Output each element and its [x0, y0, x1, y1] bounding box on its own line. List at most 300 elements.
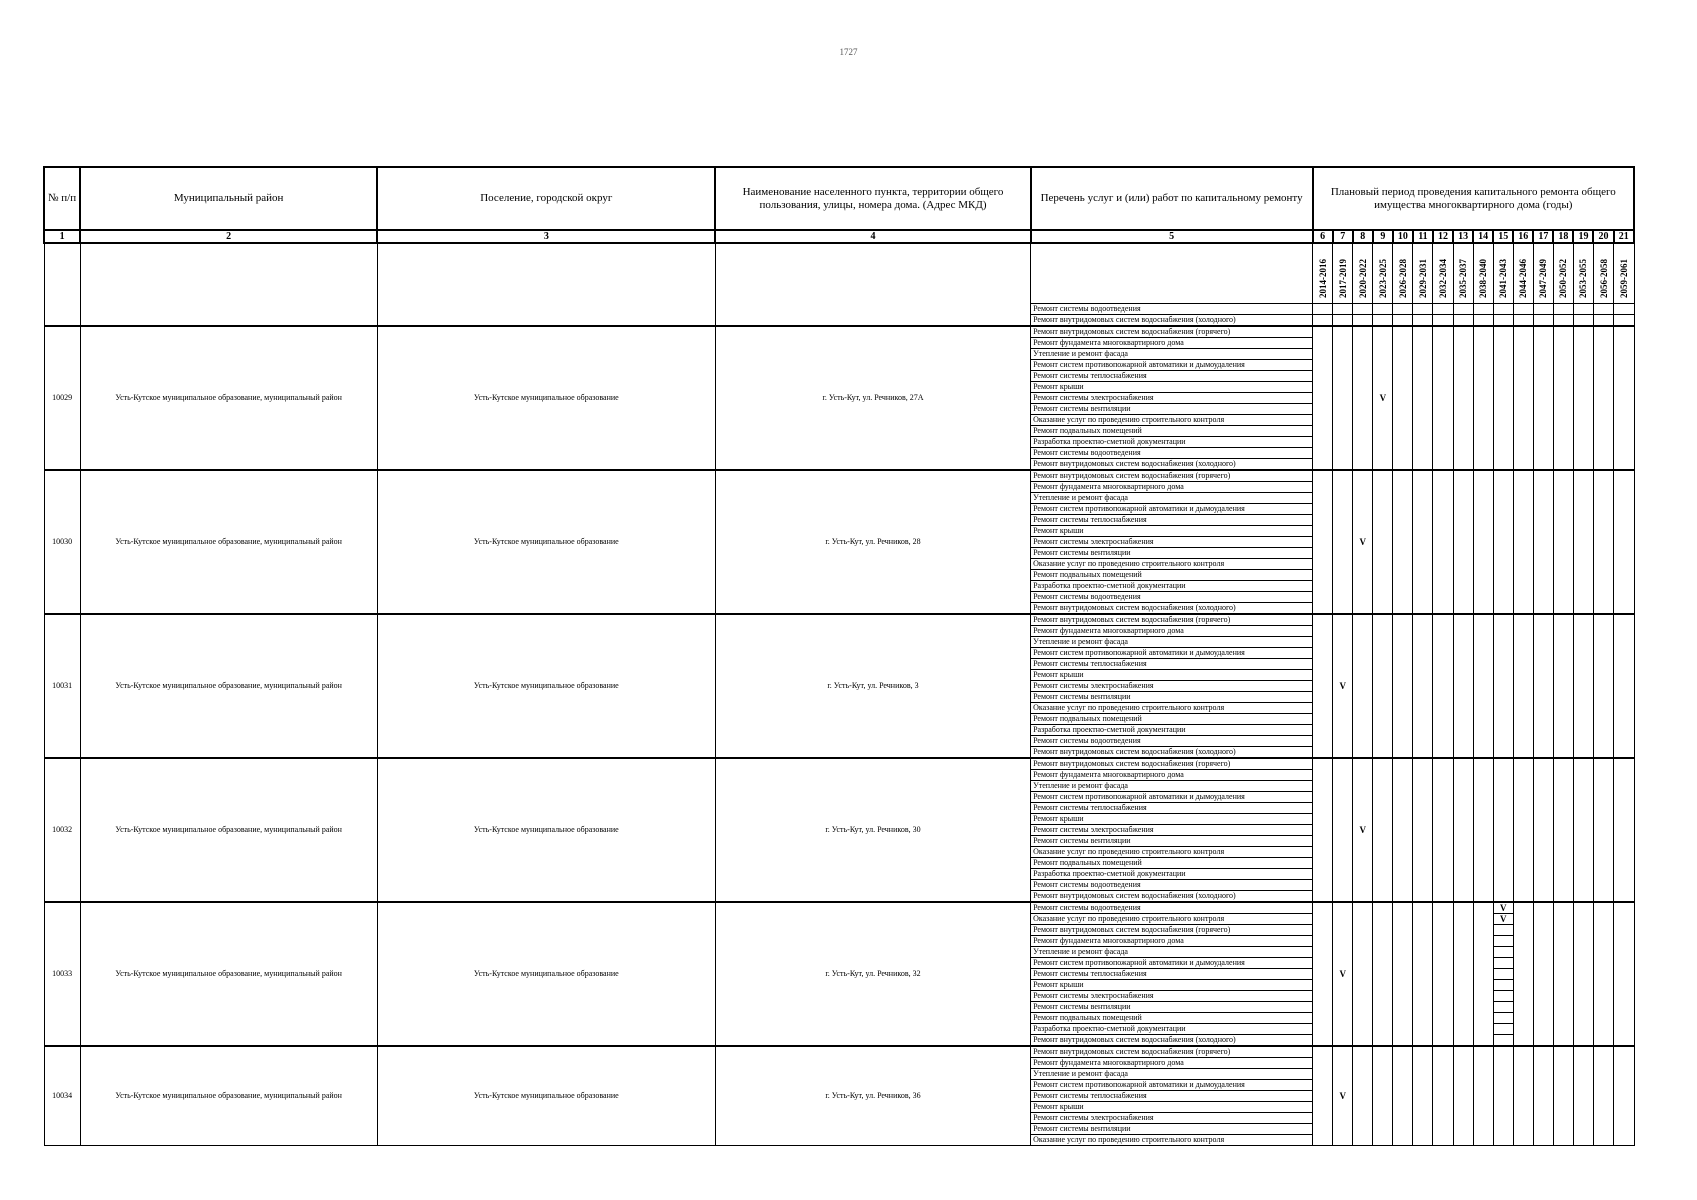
- record-settlement: Усть-Кутское муниципальное образование: [377, 1046, 715, 1146]
- work-row: [44, 326, 1634, 338]
- work-item: Ремонт системы электроснабжения: [1031, 393, 1313, 404]
- period-cell: [1493, 925, 1513, 936]
- column-number: 4: [715, 230, 1030, 243]
- period-cell: [1373, 1046, 1393, 1146]
- column-number: 14: [1473, 230, 1493, 243]
- period-cell: [1533, 1046, 1553, 1146]
- work-row: [44, 902, 1634, 914]
- period-cell: V: [1353, 758, 1373, 902]
- record-number: 10033: [44, 902, 80, 1046]
- period-cell: [1433, 326, 1453, 470]
- record-number: 10030: [44, 470, 80, 614]
- header-works: Перечень услуг и (или) работ по капитальному ремонту: [1031, 167, 1313, 230]
- column-number: 3: [377, 230, 715, 243]
- period-cell: [1493, 1024, 1513, 1035]
- period-label: [1614, 243, 1634, 304]
- period-cell: [1453, 304, 1473, 315]
- period-label: [1553, 243, 1573, 304]
- period-cell: [1353, 902, 1373, 1046]
- period-cell: [1393, 1046, 1413, 1146]
- work-item: Ремонт крыши: [1031, 526, 1313, 537]
- period-label-text: 2029-2031: [1417, 259, 1428, 298]
- period-cell: [1593, 758, 1613, 902]
- period-label-text: 2038-2040: [1478, 259, 1489, 298]
- period-cell: [1453, 1046, 1473, 1146]
- period-cell: [1573, 326, 1593, 470]
- capital-repair-register-table: [43, 166, 1635, 1146]
- period-label-text: 2044-2046: [1518, 259, 1529, 298]
- period-cell: [1393, 470, 1413, 614]
- work-item: Ремонт крыши: [1031, 1102, 1313, 1113]
- period-label: [1453, 243, 1473, 304]
- work-item: Оказание услуг по проведению строительного контроля: [1031, 703, 1313, 714]
- period-cell: [1493, 1046, 1513, 1146]
- period-cell: [1313, 758, 1333, 902]
- period-cell: [1553, 1046, 1573, 1146]
- period-cell: [1313, 470, 1333, 614]
- period-cell: [1493, 936, 1513, 947]
- work-item: Ремонт системы водоотведения: [1031, 902, 1313, 914]
- period-cell: [1453, 470, 1473, 614]
- column-number: 13: [1453, 230, 1473, 243]
- period-cell: [1313, 315, 1333, 327]
- column-number: 19: [1573, 230, 1593, 243]
- period-label-text: 2017-2019: [1337, 259, 1348, 298]
- record-district: Усть-Кутское муниципальное образование, муниципальный район: [80, 758, 377, 902]
- period-cell: [1573, 902, 1593, 1046]
- column-number: 8: [1353, 230, 1373, 243]
- work-item: Ремонт систем противопожарной автоматики и дымоудаления: [1031, 958, 1313, 969]
- period-cell: [1614, 326, 1634, 470]
- column-number: 16: [1513, 230, 1533, 243]
- period-label-text: 2041-2043: [1498, 259, 1509, 298]
- work-item: Ремонт внутридомовых систем водоснабжения (холодного): [1031, 315, 1313, 327]
- record-settlement: Усть-Кутское муниципальное образование: [377, 902, 715, 1046]
- work-item: Ремонт систем противопожарной автоматики и дымоудаления: [1031, 1080, 1313, 1091]
- period-cell: [1513, 614, 1533, 758]
- work-item: Ремонт системы теплоснабжения: [1031, 969, 1313, 980]
- work-item: Утепление и ремонт фасада: [1031, 637, 1313, 648]
- period-cell: [1493, 1035, 1513, 1047]
- period-cell: [1493, 958, 1513, 969]
- work-item: Ремонт внутридомовых систем водоснабжения (холодного): [1031, 1035, 1313, 1047]
- period-cell: [1614, 315, 1634, 327]
- period-cell: [1373, 315, 1393, 327]
- period-cell: [1533, 470, 1553, 614]
- work-item: Ремонт системы теплоснабжения: [1031, 659, 1313, 670]
- work-item: Ремонт внутридомовых систем водоснабжения (горячего): [1031, 1046, 1313, 1058]
- column-number: 9: [1373, 230, 1393, 243]
- column-number: 15: [1493, 230, 1513, 243]
- column-number-row: [44, 230, 1634, 243]
- record-district: Усть-Кутское муниципальное образование, муниципальный район: [80, 902, 377, 1046]
- period-cell: [1614, 758, 1634, 902]
- period-label: [1493, 243, 1513, 304]
- period-cell: [1513, 1046, 1533, 1146]
- period-cell: [1593, 326, 1613, 470]
- period-cell: [1473, 1046, 1493, 1146]
- period-cell: [1413, 614, 1433, 758]
- record-district: Усть-Кутское муниципальное образование, муниципальный район: [80, 614, 377, 758]
- period-cell: [1433, 1046, 1453, 1146]
- header-planned-period: Плановый период проведения капитального ремонта общего имущества многоквартирного дома (годы): [1313, 167, 1634, 230]
- work-item: Ремонт системы водоотведения: [1031, 736, 1313, 747]
- work-item: Ремонт крыши: [1031, 670, 1313, 681]
- period-cell: [1614, 614, 1634, 758]
- period-cell: [1313, 614, 1333, 758]
- period-label: [1513, 243, 1533, 304]
- period-cell: [1453, 902, 1473, 1046]
- work-item: Ремонт внутридомовых систем водоснабжения (горячего): [1031, 470, 1313, 482]
- period-label-text: 2020-2022: [1357, 259, 1368, 298]
- work-row: [44, 614, 1634, 626]
- work-item: Утепление и ремонт фасада: [1031, 1069, 1313, 1080]
- period-cell: [1413, 1046, 1433, 1146]
- period-label-text: 2023-2025: [1377, 259, 1388, 298]
- work-item: Ремонт системы вентиляции: [1031, 1124, 1313, 1135]
- record-number: 10031: [44, 614, 80, 758]
- work-item: Оказание услуг по проведению строительного контроля: [1031, 847, 1313, 858]
- period-cell: [1373, 470, 1393, 614]
- period-cell: [1333, 758, 1353, 902]
- work-item: Ремонт подвальных помещений: [1031, 570, 1313, 581]
- work-item: Утепление и ремонт фасада: [1031, 493, 1313, 504]
- period-cell: [1473, 326, 1493, 470]
- period-cell: [1473, 470, 1493, 614]
- period-cell: [1433, 470, 1453, 614]
- period-cell: [1614, 470, 1634, 614]
- period-cell: [1473, 614, 1493, 758]
- period-cell: [1313, 1046, 1333, 1146]
- record-address: г. Усть-Кут, ул. Речников, 28: [715, 470, 1030, 614]
- period-cell: [1553, 326, 1573, 470]
- period-cell: [1553, 758, 1573, 902]
- work-item: Ремонт системы вентиляции: [1031, 1002, 1313, 1013]
- work-item: Ремонт системы электроснабжения: [1031, 825, 1313, 836]
- work-item: Ремонт систем противопожарной автоматики и дымоудаления: [1031, 792, 1313, 803]
- work-item: Ремонт крыши: [1031, 814, 1313, 825]
- work-item: Ремонт системы водоотведения: [1031, 880, 1313, 891]
- period-cell: [1313, 304, 1333, 315]
- period-cell: [1433, 304, 1453, 315]
- work-item: Ремонт крыши: [1031, 382, 1313, 393]
- period-cell: [1313, 326, 1333, 470]
- period-cell: V: [1333, 902, 1353, 1046]
- period-cell: V: [1333, 1046, 1353, 1146]
- record-settlement: Усть-Кутское муниципальное образование: [377, 758, 715, 902]
- period-cell: [1553, 304, 1573, 315]
- work-item: Ремонт систем противопожарной автоматики и дымоудаления: [1031, 504, 1313, 515]
- period-cell: [1493, 1002, 1513, 1013]
- period-cell: [1333, 315, 1353, 327]
- period-cell: [1573, 1046, 1593, 1146]
- period-cell: [1473, 304, 1493, 315]
- work-item: Ремонт подвальных помещений: [1031, 426, 1313, 437]
- period-cell: [1533, 326, 1553, 470]
- work-item: Утепление и ремонт фасада: [1031, 947, 1313, 958]
- period-cell: [1493, 980, 1513, 991]
- period-cell: [1373, 304, 1393, 315]
- period-cell: [1553, 315, 1573, 327]
- period-cell: [1513, 758, 1533, 902]
- work-item: Ремонт системы теплоснабжения: [1031, 515, 1313, 526]
- period-cell: [1593, 1046, 1613, 1146]
- period-cell: [1533, 315, 1553, 327]
- record-address: г. Усть-Кут, ул. Речников, 30: [715, 758, 1030, 902]
- period-cell: [1553, 614, 1573, 758]
- period-label: [1573, 243, 1593, 304]
- period-cell: [1413, 470, 1433, 614]
- period-cell: [1614, 304, 1634, 315]
- period-cell: [1353, 1046, 1373, 1146]
- column-number: 11: [1413, 230, 1433, 243]
- record-district: Усть-Кутское муниципальное образование, муниципальный район: [80, 326, 377, 470]
- record-number: 10032: [44, 758, 80, 902]
- period-cell: [1453, 326, 1473, 470]
- work-item: Ремонт системы вентиляции: [1031, 836, 1313, 847]
- work-item: Ремонт системы электроснабжения: [1031, 681, 1313, 692]
- period-cell: [1493, 315, 1513, 327]
- work-item: Ремонт системы вентиляции: [1031, 404, 1313, 415]
- period-spacer: [80, 243, 377, 326]
- period-cell: [1353, 614, 1373, 758]
- work-item: Разработка проектно-сметной документации: [1031, 1024, 1313, 1035]
- period-cell: [1413, 326, 1433, 470]
- period-cell: [1493, 326, 1513, 470]
- period-cell: [1513, 470, 1533, 614]
- column-number: 21: [1614, 230, 1634, 243]
- period-cell: [1473, 315, 1493, 327]
- period-cell: [1593, 470, 1613, 614]
- work-item: Ремонт внутридомовых систем водоснабжения (горячего): [1031, 326, 1313, 338]
- period-cell: [1493, 470, 1513, 614]
- work-item: Ремонт фундамента многоквартирного дома: [1031, 1058, 1313, 1069]
- record-address: г. Усть-Кут, ул. Речников, 36: [715, 1046, 1030, 1146]
- record-address: г. Усть-Кут, ул. Речников, 32: [715, 902, 1030, 1046]
- period-cell: [1373, 758, 1393, 902]
- record-number: 10034: [44, 1046, 80, 1146]
- column-number: 1: [44, 230, 80, 243]
- period-cell: [1573, 315, 1593, 327]
- period-cell: [1393, 304, 1413, 315]
- work-item: Ремонт фундамента многоквартирного дома: [1031, 770, 1313, 781]
- period-cell: [1533, 758, 1553, 902]
- period-label-text: 2014-2016: [1317, 259, 1328, 298]
- header-number: № п/п: [44, 167, 80, 230]
- period-cell: [1493, 991, 1513, 1002]
- work-item: Ремонт внутридомовых систем водоснабжения (горячего): [1031, 925, 1313, 936]
- work-item: Ремонт подвальных помещений: [1031, 858, 1313, 869]
- work-item: Ремонт системы теплоснабжения: [1031, 371, 1313, 382]
- column-number: 2: [80, 230, 377, 243]
- period-cell: [1513, 902, 1533, 1046]
- period-cell: V: [1333, 614, 1353, 758]
- period-cell: [1453, 315, 1473, 327]
- period-cell: [1353, 304, 1373, 315]
- work-item: Ремонт фундамента многоквартирного дома: [1031, 936, 1313, 947]
- period-label: [1593, 243, 1613, 304]
- period-cell: [1353, 326, 1373, 470]
- period-label-text: 2032-2034: [1438, 259, 1448, 298]
- work-item: Разработка проектно-сметной документации: [1031, 437, 1313, 448]
- period-cell: V: [1373, 326, 1393, 470]
- period-cell: [1614, 902, 1634, 1046]
- work-row: [44, 470, 1634, 482]
- work-item: Ремонт внутридомовых систем водоснабжения (холодного): [1031, 459, 1313, 471]
- header-district: Муниципальный район: [80, 167, 377, 230]
- period-label-text: 2059-2061: [1618, 259, 1629, 298]
- period-cell: [1573, 304, 1593, 315]
- record-district: Усть-Кутское муниципальное образование, муниципальный район: [80, 1046, 377, 1146]
- period-cell: [1573, 614, 1593, 758]
- work-row: [44, 1046, 1634, 1058]
- work-item: Утепление и ремонт фасада: [1031, 781, 1313, 792]
- period-label-text: 2050-2052: [1558, 259, 1569, 298]
- period-cell: [1433, 614, 1453, 758]
- period-label-text: 2035-2037: [1458, 259, 1469, 298]
- record-number: 10029: [44, 326, 80, 470]
- period-cell: [1593, 902, 1613, 1046]
- work-row: [44, 758, 1634, 770]
- work-item: Ремонт системы электроснабжения: [1031, 537, 1313, 548]
- period-cell: [1473, 758, 1493, 902]
- work-item: Ремонт внутридомовых систем водоснабжения (горячего): [1031, 758, 1313, 770]
- work-item: Ремонт системы водоотведения: [1031, 592, 1313, 603]
- period-cell: [1393, 315, 1413, 327]
- period-label: [1373, 243, 1393, 304]
- work-item: Ремонт системы электроснабжения: [1031, 1113, 1313, 1124]
- period-cell: [1493, 614, 1513, 758]
- work-item: Оказание услуг по проведению строительного контроля: [1031, 914, 1313, 925]
- period-spacer: [44, 243, 80, 326]
- period-cell: [1413, 304, 1433, 315]
- record-address: г. Усть-Кут, ул. Речников, 3: [715, 614, 1030, 758]
- period-cell: [1473, 902, 1493, 1046]
- period-label: [1333, 243, 1353, 304]
- record-settlement: Усть-Кутское муниципальное образование: [377, 326, 715, 470]
- column-number: 18: [1553, 230, 1573, 243]
- period-label-text: 2053-2055: [1578, 259, 1589, 298]
- period-cell-mark: V: [1493, 902, 1513, 914]
- work-item: Ремонт системы теплоснабжения: [1031, 803, 1313, 814]
- work-item: Ремонт фундамента многоквартирного дома: [1031, 482, 1313, 493]
- period-cell: [1493, 1013, 1513, 1024]
- period-label: [1433, 243, 1453, 304]
- period-cell: [1333, 326, 1353, 470]
- work-item: Утепление и ремонт фасада: [1031, 349, 1313, 360]
- work-item: Ремонт внутридомовых систем водоснабжения (холодного): [1031, 891, 1313, 903]
- period-cell: [1373, 902, 1393, 1046]
- period-cell: [1433, 902, 1453, 1046]
- period-cell: [1333, 304, 1353, 315]
- work-item: Разработка проектно-сметной документации: [1031, 869, 1313, 880]
- column-number: 12: [1433, 230, 1453, 243]
- period-cell-mark: V: [1493, 914, 1513, 925]
- header-settlement: Поселение, городской округ: [377, 167, 715, 230]
- period-cell: V: [1353, 470, 1373, 614]
- work-item: Ремонт внутридомовых систем водоснабжения (холодного): [1031, 603, 1313, 615]
- period-label-text: 2056-2058: [1598, 259, 1609, 298]
- period-cell: [1393, 902, 1413, 1046]
- period-cell: [1593, 614, 1613, 758]
- period-cell: [1593, 315, 1613, 327]
- period-cell: [1593, 304, 1613, 315]
- period-label: [1473, 243, 1493, 304]
- record-address: г. Усть-Кут, ул. Речников, 27А: [715, 326, 1030, 470]
- period-cell: [1533, 902, 1553, 1046]
- record-district: Усть-Кутское муниципальное образование, муниципальный район: [80, 470, 377, 614]
- record-settlement: Усть-Кутское муниципальное образование: [377, 614, 715, 758]
- column-number: 20: [1593, 230, 1613, 243]
- period-cell: [1413, 758, 1433, 902]
- period-cell: [1353, 315, 1373, 327]
- period-spacer: [377, 243, 715, 326]
- work-item: Разработка проектно-сметной документации: [1031, 725, 1313, 736]
- work-item: Ремонт системы электроснабжения: [1031, 991, 1313, 1002]
- work-item: Ремонт внутридомовых систем водоснабжения (холодного): [1031, 747, 1313, 759]
- work-item: Ремонт систем противопожарной автоматики и дымоудаления: [1031, 360, 1313, 371]
- period-cell: [1333, 470, 1353, 614]
- period-cell: [1573, 758, 1593, 902]
- period-label-text: 2047-2049: [1538, 259, 1549, 298]
- work-item: Ремонт фундамента многоквартирного дома: [1031, 338, 1313, 349]
- work-item: Ремонт крыши: [1031, 980, 1313, 991]
- period-cell: [1513, 304, 1533, 315]
- period-cell: [1453, 614, 1473, 758]
- work-item: Оказание услуг по проведению строительного контроля: [1031, 415, 1313, 426]
- period-cell: [1413, 902, 1433, 1046]
- work-item: Ремонт системы теплоснабжения: [1031, 1091, 1313, 1102]
- work-item: Ремонт внутридомовых систем водоснабжения (горячего): [1031, 614, 1313, 626]
- period-row: [44, 243, 1634, 304]
- work-item: Ремонт систем противопожарной автоматики и дымоудаления: [1031, 648, 1313, 659]
- period-label: [1353, 243, 1373, 304]
- period-cell: [1533, 614, 1553, 758]
- work-item: Ремонт подвальных помещений: [1031, 1013, 1313, 1024]
- period-cell: [1373, 614, 1393, 758]
- header-address: Наименование населенного пункта, территории общего пользования, улицы, номера дома. (Адрес МКД): [715, 167, 1030, 230]
- period-label: [1413, 243, 1433, 304]
- period-cell: [1513, 315, 1533, 327]
- period-cell: [1573, 470, 1593, 614]
- work-item: Ремонт фундамента многоквартирного дома: [1031, 626, 1313, 637]
- header-row: [44, 167, 1634, 230]
- record-settlement: Усть-Кутское муниципальное образование: [377, 470, 715, 614]
- work-item: Разработка проектно-сметной документации: [1031, 581, 1313, 592]
- period-cell: [1313, 902, 1333, 1046]
- page-number: 1727: [839, 47, 858, 57]
- period-label: [1313, 243, 1333, 304]
- work-item: Оказание услуг по проведению строительного контроля: [1031, 1135, 1313, 1146]
- period-cell: [1393, 758, 1413, 902]
- period-cell: [1513, 326, 1533, 470]
- period-spacer: [1031, 243, 1313, 304]
- period-label: [1533, 243, 1553, 304]
- period-cell: [1553, 470, 1573, 614]
- period-spacer: [715, 243, 1030, 326]
- work-item: Ремонт системы вентиляции: [1031, 692, 1313, 703]
- work-item: Ремонт системы водоотведения: [1031, 304, 1313, 315]
- work-item: Ремонт системы вентиляции: [1031, 548, 1313, 559]
- period-cell: [1493, 969, 1513, 980]
- period-cell: [1493, 947, 1513, 958]
- column-number: 5: [1031, 230, 1313, 243]
- work-item: Ремонт подвальных помещений: [1031, 714, 1313, 725]
- period-cell: [1453, 758, 1473, 902]
- work-item: Ремонт системы водоотведения: [1031, 448, 1313, 459]
- period-cell: [1433, 758, 1453, 902]
- period-cell: [1393, 326, 1413, 470]
